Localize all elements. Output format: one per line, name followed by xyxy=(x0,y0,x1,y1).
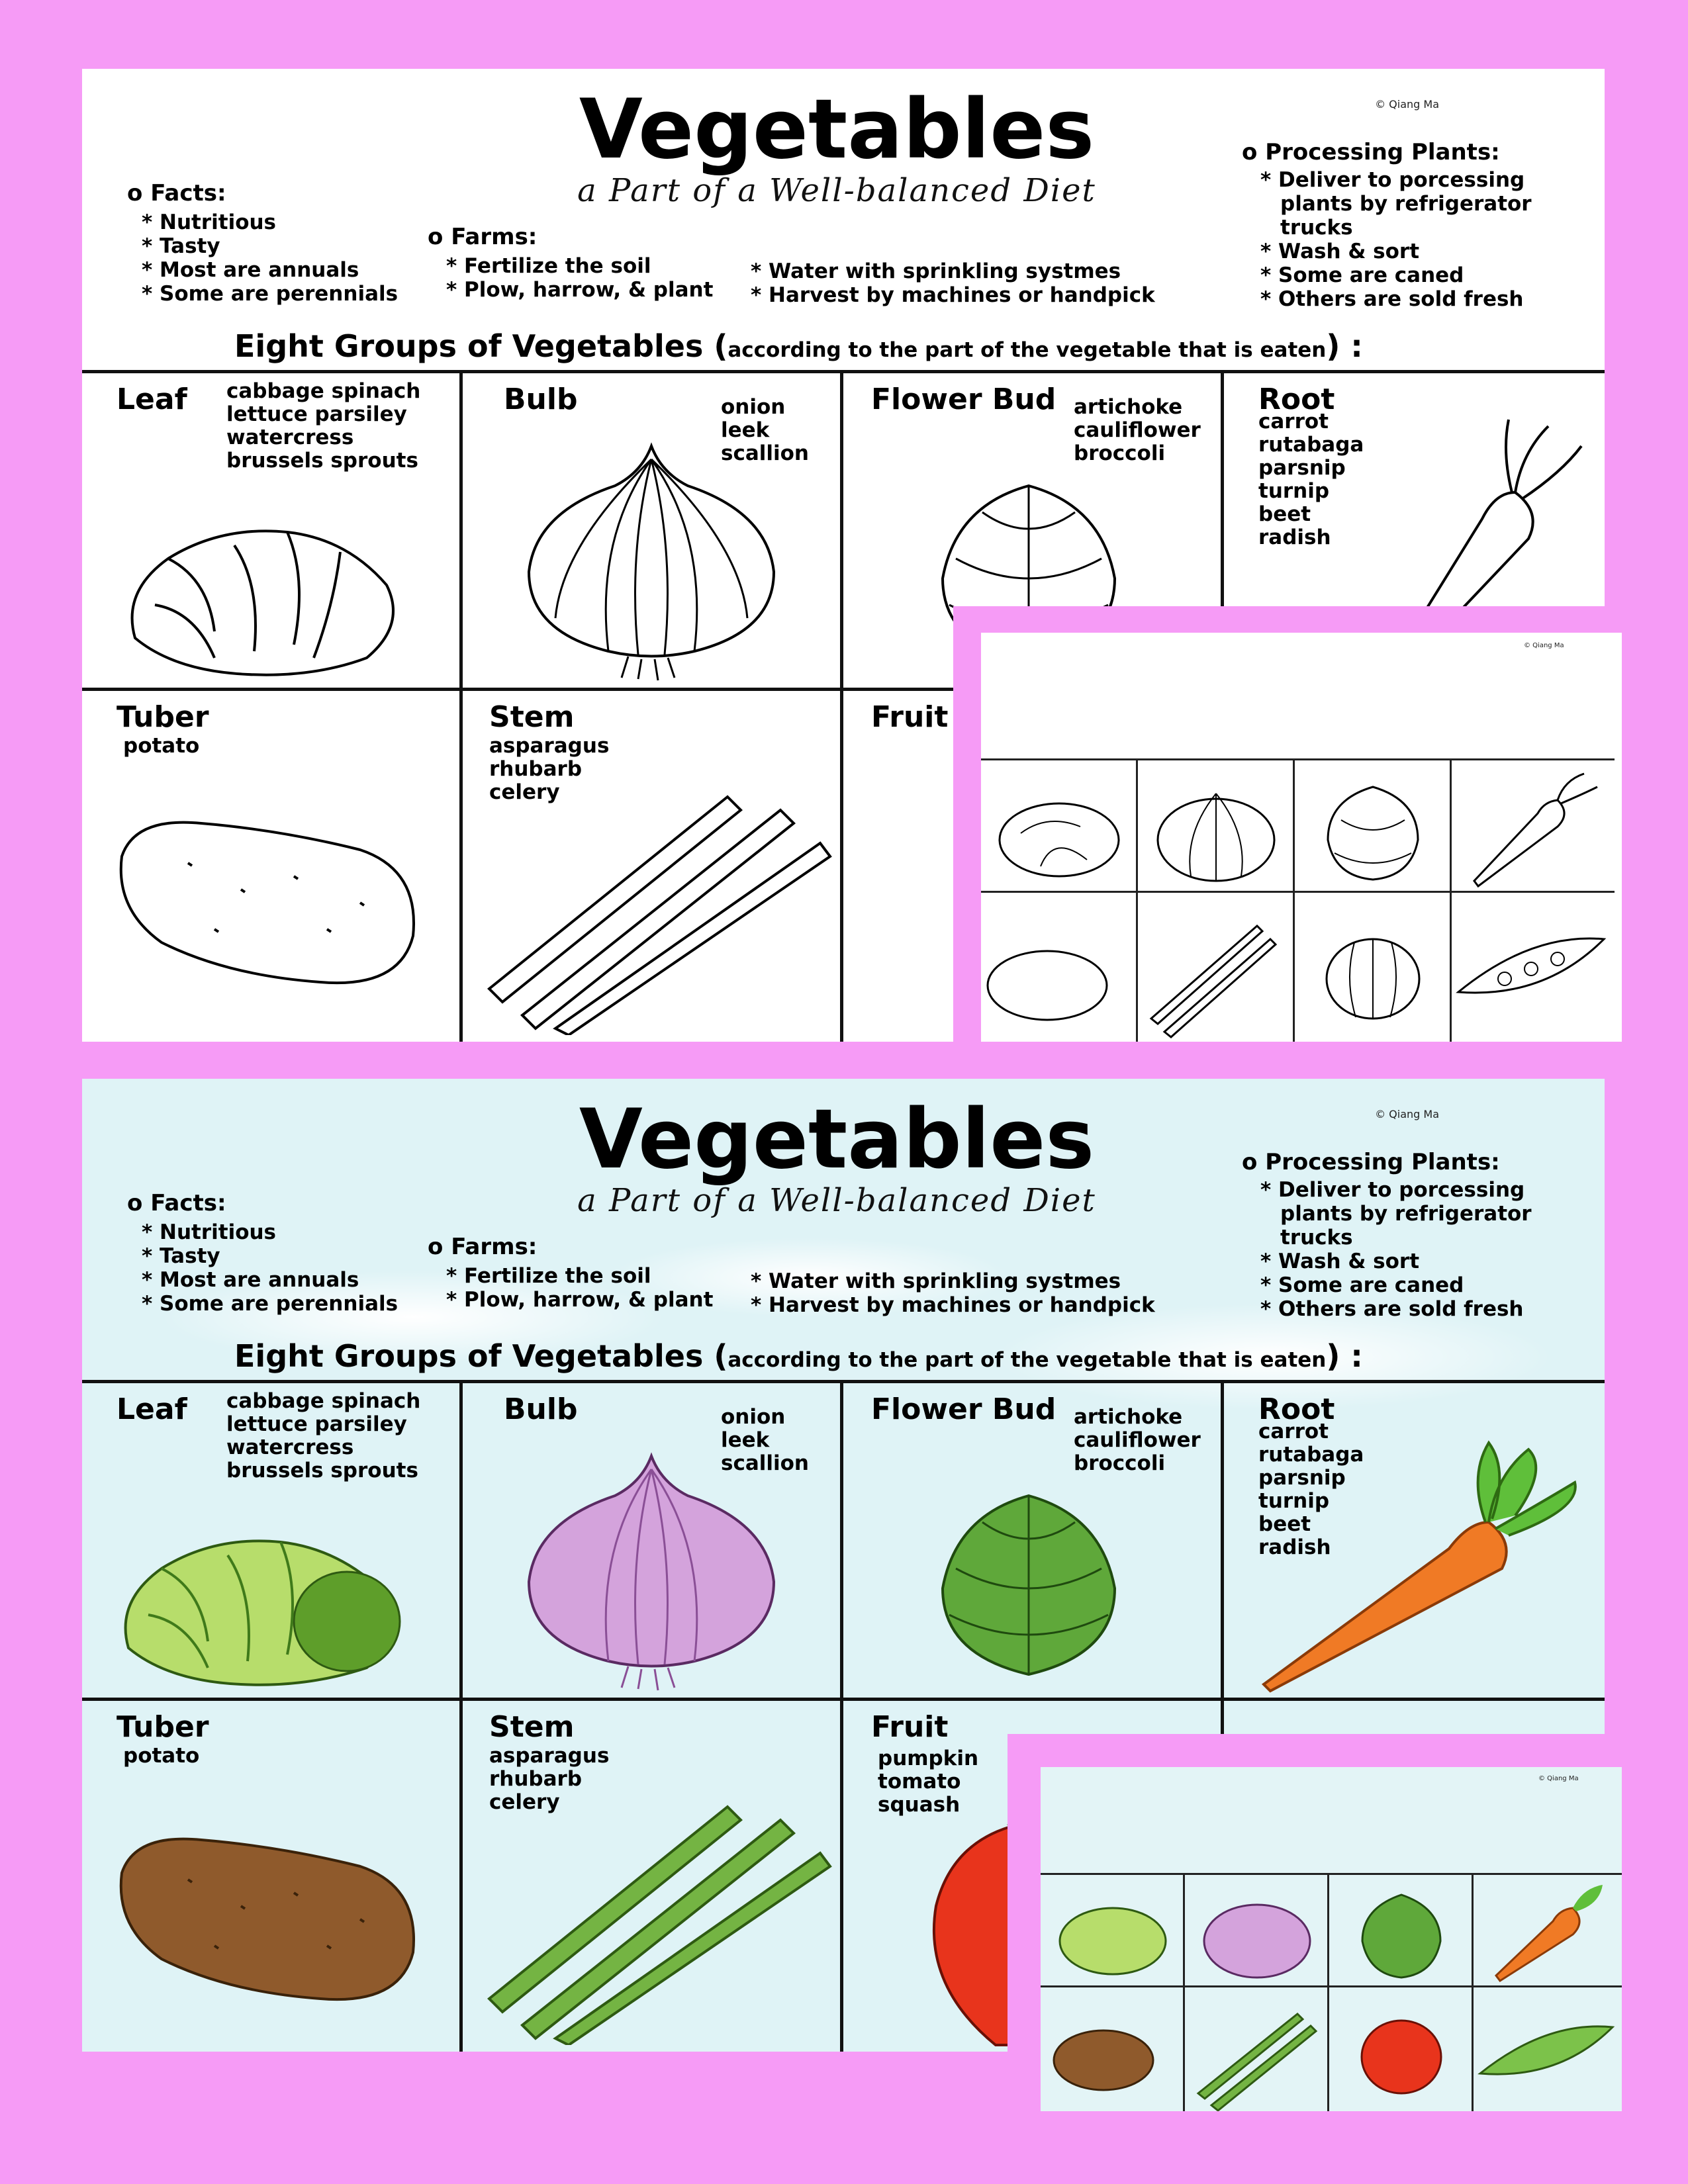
processing-list xyxy=(1260,1178,1532,1321)
group-items xyxy=(1074,1406,1201,1475)
group-item: watercress xyxy=(226,1435,354,1459)
mini-cell-fruit xyxy=(1295,891,1452,1042)
group-title: Tuber xyxy=(117,700,209,734)
group-item: lettuce parsiley xyxy=(226,402,407,426)
group-item: parsnip xyxy=(1258,456,1346,480)
group-item: brussels sprouts xyxy=(226,1459,418,1482)
processing-heading: o Processing Plants: xyxy=(1242,139,1500,165)
group-cell-leaf xyxy=(82,370,463,688)
list-item: plants by refrigerator xyxy=(1280,192,1532,216)
group-item: cabbage spinach xyxy=(226,1389,421,1413)
groups-title xyxy=(234,328,1363,364)
poster-subtitle: a Part of a Well-balanced Diet xyxy=(577,1182,1096,1219)
list-item: * Fertilize the soil xyxy=(446,254,651,278)
asparagus-icon xyxy=(476,757,833,1035)
copyright-notice: © Qiang Ma xyxy=(1375,1108,1439,1120)
mini-cell-leaf xyxy=(981,758,1138,891)
pumpkin-icon xyxy=(1329,1987,1474,2111)
list-item: * Some are perennials xyxy=(142,282,399,306)
groups-title xyxy=(234,1338,1363,1374)
pumpkin-icon xyxy=(1295,893,1452,1042)
group-item: rutabaga xyxy=(1258,433,1364,457)
inset-page xyxy=(1041,1767,1622,2111)
group-title: Flower Bud xyxy=(871,383,1056,416)
facts-heading: o Facts: xyxy=(127,1190,226,1216)
group-item: rhubarb xyxy=(489,1767,583,1791)
list-item: * Tasty xyxy=(142,1244,220,1268)
potato-icon xyxy=(1041,1987,1185,2111)
facts-list xyxy=(142,1220,398,1316)
cabbage-icon xyxy=(981,760,1138,893)
potato-icon xyxy=(109,1827,426,2025)
list-item: * Nutritious xyxy=(142,1220,277,1244)
mini-cell-tuber xyxy=(981,891,1138,1042)
inset-preview-color xyxy=(1008,1734,1622,2111)
onion-icon xyxy=(496,1443,807,1694)
mini-cell-root xyxy=(1452,758,1615,891)
group-item: scallion xyxy=(721,1451,809,1475)
group-item: turnip xyxy=(1258,1489,1330,1513)
group-cell-bulb xyxy=(463,1380,843,1698)
group-title: Flower Bud xyxy=(871,1392,1056,1426)
poster-subtitle: a Part of a Well-balanced Diet xyxy=(577,172,1096,209)
pea-pod-icon xyxy=(1474,1987,1622,2111)
group-title: Leaf xyxy=(117,1392,187,1426)
group-cell-stem xyxy=(463,1698,843,2052)
list-item: * Some are perennials xyxy=(142,1292,399,1316)
group-item: watercress xyxy=(226,426,354,449)
group-item: artichoke xyxy=(1074,395,1183,419)
group-title: Fruit xyxy=(871,1710,949,1744)
groups-note: according to the part of the vegetable that is eaten xyxy=(727,338,1327,362)
group-title: Fruit xyxy=(871,700,949,734)
groups-paren-close: ) : xyxy=(1326,1338,1363,1374)
group-items xyxy=(226,1390,420,1482)
list-item: plants by refrigerator xyxy=(1280,1202,1532,1226)
artichoke-icon xyxy=(1295,760,1452,893)
facts-list xyxy=(142,210,398,306)
potato-icon xyxy=(109,810,426,1009)
potato-icon xyxy=(981,893,1138,1042)
list-item: * Nutritious xyxy=(142,210,277,234)
list-item: * Harvest by machines or handpick xyxy=(751,283,1155,307)
groups-paren-open: ( xyxy=(714,1338,728,1374)
artichoke-icon xyxy=(1329,1875,1474,1987)
groups-paren-open: ( xyxy=(714,328,728,364)
group-items xyxy=(123,1745,199,1768)
group-item: leek xyxy=(721,1428,770,1452)
processing-heading: o Processing Plants: xyxy=(1242,1149,1500,1175)
group-title: Bulb xyxy=(504,383,578,416)
asparagus-icon xyxy=(1185,1987,1329,2111)
onion-icon xyxy=(1138,760,1295,893)
group-item: pumpkin xyxy=(878,1747,979,1770)
farms-list-right xyxy=(751,259,1155,307)
list-item: trucks xyxy=(1280,216,1353,240)
group-item: potato xyxy=(123,1744,200,1768)
processing-list xyxy=(1260,168,1532,311)
mini-cell-tuber xyxy=(1041,1985,1185,2111)
inset-preview-bw xyxy=(953,606,1622,1042)
group-items xyxy=(1258,410,1364,549)
list-item: * Others are sold fresh xyxy=(1260,1297,1524,1321)
group-item: cauliflower xyxy=(1074,418,1201,442)
group-item: tomato xyxy=(878,1770,961,1794)
group-item: onion xyxy=(721,1405,786,1429)
carrot-icon xyxy=(1250,1430,1595,1694)
group-title: Stem xyxy=(489,700,575,734)
mini-cell-fruit xyxy=(1329,1985,1474,2111)
carrot-icon xyxy=(1452,760,1615,893)
group-item: leek xyxy=(721,418,770,442)
group-item: beet xyxy=(1258,1512,1311,1536)
mini-cell-flower-bud xyxy=(1329,1873,1474,1985)
mini-cell-seed xyxy=(1452,891,1615,1042)
group-items xyxy=(226,380,420,473)
mini-cell-seed xyxy=(1474,1985,1622,2111)
list-item: * Tasty xyxy=(142,234,220,258)
carrot-icon xyxy=(1474,1875,1622,1987)
list-item: * Wash & sort xyxy=(1260,240,1420,263)
group-item: radish xyxy=(1258,525,1331,549)
mini-cell-bulb xyxy=(1138,758,1295,891)
group-item: turnip xyxy=(1258,479,1330,503)
list-item: * Deliver to porcessing xyxy=(1260,168,1525,192)
farms-heading: o Farms: xyxy=(428,224,538,250)
group-items xyxy=(123,735,199,758)
group-cell-flower-bud xyxy=(843,1380,1224,1698)
list-item: * Wash & sort xyxy=(1260,1250,1420,1273)
groups-note: according to the part of the vegetable that is eaten xyxy=(727,1348,1327,1372)
group-item: parsnip xyxy=(1258,1466,1346,1490)
list-item: * Harvest by machines or handpick xyxy=(751,1293,1155,1317)
group-cell-tuber xyxy=(82,688,463,1042)
group-title: Leaf xyxy=(117,383,187,416)
list-item: * Fertilize the soil xyxy=(446,1264,651,1288)
pea-pod-icon xyxy=(1452,893,1615,1042)
onion-icon xyxy=(1185,1875,1329,1987)
group-item: beet xyxy=(1258,502,1311,526)
mini-copyright: © Qiang Ma xyxy=(1538,1775,1579,1782)
cabbage-icon xyxy=(1041,1875,1185,1987)
group-item: cabbage spinach xyxy=(226,379,421,403)
inset-page xyxy=(981,633,1622,1042)
group-item: radish xyxy=(1258,1535,1331,1559)
group-title: Root xyxy=(1258,1392,1335,1426)
group-cell-tuber xyxy=(82,1698,463,2052)
group-item: lettuce parsiley xyxy=(226,1412,407,1436)
list-item: * Plow, harrow, & plant xyxy=(446,278,714,302)
facts-heading: o Facts: xyxy=(127,180,226,206)
asparagus-icon xyxy=(476,1767,833,2045)
list-item: * Most are annuals xyxy=(142,1268,359,1292)
groups-title-text: Eight Groups of Vegetables xyxy=(234,328,704,364)
group-item: cauliflower xyxy=(1074,1428,1201,1452)
group-item: celery xyxy=(489,1790,560,1814)
group-cell-stem xyxy=(463,688,843,1042)
group-item: broccoli xyxy=(1074,1451,1166,1475)
list-item: * Deliver to porcessing xyxy=(1260,1178,1525,1202)
group-item: scallion xyxy=(721,441,809,465)
group-title: Stem xyxy=(489,1710,575,1744)
asparagus-icon xyxy=(1138,893,1295,1042)
groups-paren-close: ) : xyxy=(1326,328,1363,364)
mini-cell-stem xyxy=(1138,891,1295,1042)
mini-cell-flower-bud xyxy=(1295,758,1452,891)
artichoke-icon xyxy=(903,1482,1154,1694)
farms-list-left xyxy=(446,1264,713,1312)
copyright-notice: © Qiang Ma xyxy=(1375,98,1439,111)
group-cell-root xyxy=(1224,1380,1605,1698)
farms-list-left xyxy=(446,254,713,302)
mini-copyright: © Qiang Ma xyxy=(1524,642,1564,649)
poster-title: Vegetables xyxy=(579,82,1095,177)
group-item: brussels sprouts xyxy=(226,449,418,473)
mini-cell-root xyxy=(1474,1873,1622,1985)
list-item: * Some are caned xyxy=(1260,1273,1464,1297)
groups-title-text: Eight Groups of Vegetables xyxy=(234,1338,704,1374)
group-item: potato xyxy=(123,734,200,758)
list-item: * Some are caned xyxy=(1260,263,1464,287)
group-items xyxy=(1074,396,1201,465)
group-item: carrot xyxy=(1258,410,1329,433)
group-item: asparagus xyxy=(489,1744,610,1768)
farms-heading: o Farms: xyxy=(428,1234,538,1260)
list-item: * Water with sprinkling systmes xyxy=(751,1269,1121,1293)
list-item: * Most are annuals xyxy=(142,258,359,282)
group-title: Root xyxy=(1258,383,1335,416)
group-cell-leaf xyxy=(82,1380,463,1698)
list-item: * Water with sprinkling systmes xyxy=(751,259,1121,283)
group-item: onion xyxy=(721,395,786,419)
mini-cell-bulb xyxy=(1185,1873,1329,1985)
poster-title: Vegetables xyxy=(579,1092,1095,1187)
list-item: trucks xyxy=(1280,1226,1353,1250)
list-item: * Others are sold fresh xyxy=(1260,287,1524,311)
list-item: * Plow, harrow, & plant xyxy=(446,1288,714,1312)
farms-list-right xyxy=(751,1269,1155,1317)
cabbage-icon xyxy=(109,1496,420,1694)
group-item: rutabaga xyxy=(1258,1443,1364,1467)
group-title: Bulb xyxy=(504,1392,578,1426)
group-item: rhubarb xyxy=(489,757,583,781)
group-item: squash xyxy=(878,1793,961,1817)
group-item: celery xyxy=(489,780,560,804)
cabbage-icon xyxy=(115,486,413,684)
group-cell-bulb xyxy=(463,370,843,688)
group-item: carrot xyxy=(1258,1420,1329,1443)
onion-icon xyxy=(496,433,807,684)
group-item: asparagus xyxy=(489,734,610,758)
group-item: artichoke xyxy=(1074,1405,1183,1429)
mini-cell-stem xyxy=(1185,1985,1329,2111)
mini-cell-leaf xyxy=(1041,1873,1185,1985)
group-item: broccoli xyxy=(1074,441,1166,465)
group-title: Tuber xyxy=(117,1710,209,1744)
